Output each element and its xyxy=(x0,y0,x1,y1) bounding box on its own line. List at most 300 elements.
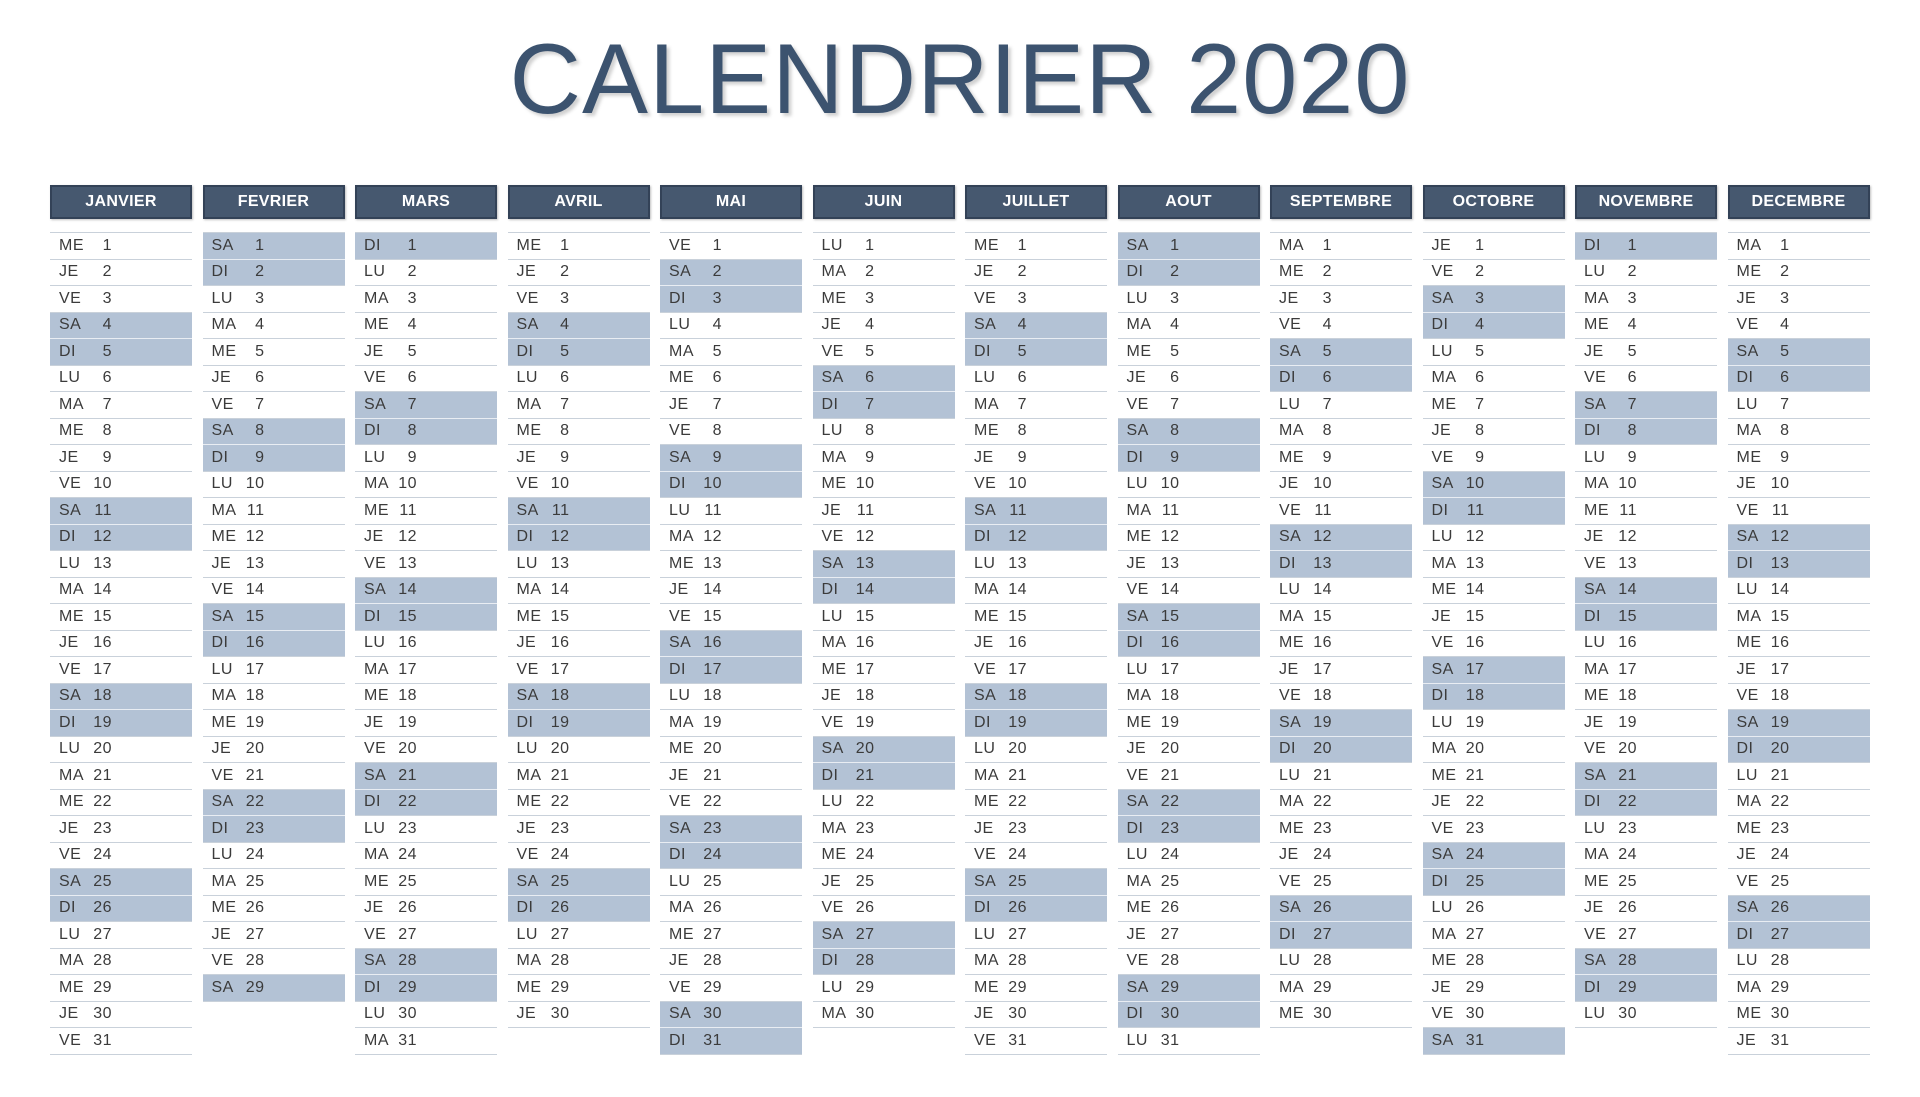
day-row xyxy=(965,921,1107,948)
day-number: 16 xyxy=(855,634,875,652)
day-abbrev-label: ME xyxy=(516,793,542,811)
day-row xyxy=(1270,921,1412,948)
day-row xyxy=(508,656,650,683)
day-number: 9 xyxy=(407,448,417,466)
day-number: 5 xyxy=(255,342,265,360)
day-number: 19 xyxy=(245,713,265,731)
day-abbrev-label: SA xyxy=(974,501,997,519)
day-abbrev-label: JE xyxy=(821,316,842,334)
day-abbrev-label: MA xyxy=(59,395,84,413)
day-row xyxy=(1423,232,1565,259)
day-number: 20 xyxy=(1160,740,1180,758)
day-abbrev-label: ME xyxy=(1736,448,1762,466)
day-number: 28 xyxy=(1770,952,1790,970)
day-abbrev-label: ME xyxy=(1584,501,1609,519)
day-row xyxy=(1728,471,1870,498)
day-abbrev-label: VE xyxy=(669,793,692,811)
day-abbrev-label: LU xyxy=(669,872,691,890)
day-number: 13 xyxy=(1313,554,1332,572)
day-row xyxy=(1728,603,1870,630)
day-number: 12 xyxy=(1465,528,1485,546)
day-abbrev-label: SA xyxy=(1584,581,1607,599)
day-row xyxy=(1118,842,1260,869)
day-number: 27 xyxy=(245,925,265,943)
day-number: 2 xyxy=(865,263,875,281)
day-row xyxy=(1270,1001,1412,1028)
day-row xyxy=(1575,391,1717,418)
day-number: 10 xyxy=(1618,475,1637,493)
day-number: 29 xyxy=(1618,978,1637,996)
day-number: 14 xyxy=(1160,581,1180,599)
day-number: 19 xyxy=(1465,713,1485,731)
day-number: 27 xyxy=(398,925,417,943)
day-row xyxy=(203,444,345,471)
day-number: 12 xyxy=(703,528,722,546)
day-abbrev-label: DI xyxy=(1584,978,1601,996)
day-number: 5 xyxy=(1627,342,1637,360)
day-number: 11 xyxy=(1009,501,1027,519)
day-row xyxy=(660,524,802,551)
day-row xyxy=(1270,974,1412,1001)
day-abbrev-label: MA xyxy=(1126,872,1152,890)
day-abbrev-label: VE xyxy=(59,475,82,493)
day-number: 21 xyxy=(245,766,265,784)
day-number: 10 xyxy=(855,475,875,493)
day-row xyxy=(355,550,497,577)
day-row xyxy=(1575,603,1717,630)
day-number: 25 xyxy=(1770,872,1790,890)
month-days xyxy=(355,232,497,1055)
day-number: 9 xyxy=(1322,448,1332,466)
day-number: 13 xyxy=(1008,554,1027,572)
day-number: 15 xyxy=(245,607,265,625)
day-abbrev-label: VE xyxy=(1584,369,1607,387)
month-days xyxy=(1118,232,1260,1055)
day-abbrev-label: MA xyxy=(1431,369,1457,387)
day-row xyxy=(1575,842,1717,869)
day-row xyxy=(508,603,650,630)
day-abbrev-label: ME xyxy=(59,236,84,254)
day-row xyxy=(203,232,345,259)
day-abbrev-label: MA xyxy=(1279,422,1304,440)
day-row xyxy=(660,842,802,869)
day-row xyxy=(1270,471,1412,498)
day-abbrev-label: ME xyxy=(59,607,84,625)
day-row xyxy=(1728,1027,1870,1054)
day-abbrev-label: ME xyxy=(1279,819,1304,837)
day-number: 25 xyxy=(1465,872,1485,890)
day-abbrev-label: VE xyxy=(1279,872,1302,890)
day-number: 13 xyxy=(398,554,417,572)
day-abbrev-label: VE xyxy=(1126,952,1149,970)
day-number: 5 xyxy=(560,342,570,360)
day-number: 2 xyxy=(255,263,265,281)
day-row xyxy=(965,789,1107,816)
day-number: 1 xyxy=(1170,236,1180,254)
day-number: 18 xyxy=(1008,687,1027,705)
day-row xyxy=(355,683,497,710)
month-days xyxy=(813,232,955,1028)
day-row xyxy=(1423,312,1565,339)
day-row xyxy=(1118,577,1260,604)
day-number: 8 xyxy=(407,422,417,440)
day-abbrev-label: VE xyxy=(974,1031,997,1049)
day-row xyxy=(355,842,497,869)
day-abbrev-label: ME xyxy=(211,342,237,360)
day-row xyxy=(50,789,192,816)
day-row xyxy=(508,895,650,922)
day-number: 18 xyxy=(703,687,722,705)
day-abbrev-label: SA xyxy=(1736,342,1759,360)
day-abbrev-label: JE xyxy=(669,581,689,599)
day-row xyxy=(508,471,650,498)
day-row xyxy=(1423,603,1565,630)
day-abbrev-label: MA xyxy=(211,872,237,890)
day-abbrev-label: LU xyxy=(821,978,843,996)
day-abbrev-label: VE xyxy=(821,899,844,917)
day-number: 30 xyxy=(1008,1005,1027,1023)
month-column-septembre xyxy=(1270,185,1412,1055)
day-abbrev-label: LU xyxy=(516,554,538,572)
day-number: 21 xyxy=(1770,766,1790,784)
day-abbrev-label: LU xyxy=(364,634,386,652)
day-number: 22 xyxy=(93,793,112,811)
day-number: 12 xyxy=(1770,528,1790,546)
day-number: 4 xyxy=(1170,316,1180,334)
day-row xyxy=(1423,444,1565,471)
day-number: 12 xyxy=(1160,528,1180,546)
day-abbrev-label: LU xyxy=(1736,395,1758,413)
day-abbrev-label: LU xyxy=(1279,766,1301,784)
day-number: 6 xyxy=(712,369,722,387)
day-row xyxy=(1728,709,1870,736)
day-row xyxy=(1728,656,1870,683)
day-abbrev-label: JE xyxy=(821,687,842,705)
day-number: 24 xyxy=(703,846,722,864)
year-calendar-grid xyxy=(50,185,1870,1055)
day-row xyxy=(1575,683,1717,710)
day-number: 9 xyxy=(712,448,722,466)
day-number: 20 xyxy=(1313,740,1332,758)
day-number: 25 xyxy=(398,872,417,890)
day-abbrev-label: MA xyxy=(1736,422,1762,440)
day-number: 6 xyxy=(1475,369,1485,387)
day-row xyxy=(50,762,192,789)
day-row xyxy=(1270,550,1412,577)
day-number: 30 xyxy=(1313,1005,1332,1023)
day-abbrev-label: LU xyxy=(1126,660,1148,678)
day-abbrev-label: ME xyxy=(211,713,237,731)
day-abbrev-label: VE xyxy=(364,740,387,758)
day-row xyxy=(355,471,497,498)
day-number: 12 xyxy=(550,528,570,546)
day-number: 4 xyxy=(1780,316,1790,334)
day-row xyxy=(660,471,802,498)
day-row xyxy=(355,603,497,630)
day-number: 9 xyxy=(1780,448,1790,466)
day-abbrev-label: LU xyxy=(1431,713,1453,731)
day-number: 29 xyxy=(1465,978,1485,996)
day-number: 21 xyxy=(398,766,417,784)
day-number: 2 xyxy=(1170,263,1180,281)
day-abbrev-label: MA xyxy=(1584,660,1609,678)
day-abbrev-label: JE xyxy=(516,263,537,281)
day-abbrev-label: DI xyxy=(1431,501,1449,519)
day-row xyxy=(355,259,497,286)
day-number: 14 xyxy=(855,581,875,599)
day-number: 15 xyxy=(855,607,875,625)
day-row xyxy=(1728,630,1870,657)
day-abbrev-label: SA xyxy=(669,1005,692,1023)
day-row xyxy=(50,709,192,736)
month-days xyxy=(50,232,192,1055)
day-abbrev-label: SA xyxy=(211,793,234,811)
day-abbrev-label: DI xyxy=(516,528,534,546)
day-abbrev-label: LU xyxy=(211,660,233,678)
day-row xyxy=(1575,232,1717,259)
day-abbrev-label: LU xyxy=(364,263,386,281)
day-number: 30 xyxy=(550,1005,570,1023)
day-row xyxy=(355,815,497,842)
day-number: 5 xyxy=(1780,342,1790,360)
day-number: 28 xyxy=(1160,952,1180,970)
day-row xyxy=(660,656,802,683)
day-row xyxy=(965,259,1107,286)
day-row xyxy=(50,948,192,975)
day-number: 7 xyxy=(1475,395,1485,413)
day-number: 23 xyxy=(1313,819,1332,837)
day-row xyxy=(203,365,345,392)
day-row xyxy=(1118,418,1260,445)
day-row xyxy=(965,948,1107,975)
day-number: 24 xyxy=(550,846,570,864)
day-abbrev-label: MA xyxy=(1279,793,1304,811)
day-number: 21 xyxy=(1618,766,1637,784)
day-row xyxy=(965,524,1107,551)
day-number: 13 xyxy=(93,554,112,572)
day-abbrev-label: LU xyxy=(1584,1005,1606,1023)
day-abbrev-label: DI xyxy=(974,528,991,546)
day-row xyxy=(1575,444,1717,471)
day-number: 23 xyxy=(855,819,875,837)
day-number: 31 xyxy=(1160,1031,1180,1049)
day-row xyxy=(1575,895,1717,922)
day-row xyxy=(1423,921,1565,948)
day-abbrev-label: LU xyxy=(1431,342,1453,360)
day-abbrev-label: LU xyxy=(974,740,996,758)
day-row xyxy=(1728,550,1870,577)
day-abbrev-label: VE xyxy=(59,660,82,678)
day-number: 10 xyxy=(1465,475,1485,493)
month-days xyxy=(1270,232,1412,1028)
day-number: 21 xyxy=(1160,766,1180,784)
day-row xyxy=(1270,232,1412,259)
day-number: 9 xyxy=(1627,448,1637,466)
day-number: 11 xyxy=(399,501,417,519)
day-number: 4 xyxy=(407,316,417,334)
day-abbrev-label: JE xyxy=(1126,740,1147,758)
day-number: 25 xyxy=(550,872,570,890)
day-row xyxy=(508,418,650,445)
day-row xyxy=(660,365,802,392)
day-row xyxy=(508,550,650,577)
day-number: 17 xyxy=(1618,660,1637,678)
day-row xyxy=(1270,762,1412,789)
day-abbrev-label: DI xyxy=(821,952,839,970)
day-row xyxy=(355,895,497,922)
day-number: 23 xyxy=(1770,819,1790,837)
day-row xyxy=(660,312,802,339)
day-abbrev-label: MA xyxy=(1279,236,1304,254)
day-abbrev-label: ME xyxy=(516,422,542,440)
day-row xyxy=(1728,497,1870,524)
day-row xyxy=(1270,948,1412,975)
day-number: 30 xyxy=(703,1005,722,1023)
day-abbrev-label: ME xyxy=(974,607,999,625)
day-number: 1 xyxy=(1322,236,1332,254)
day-row xyxy=(355,736,497,763)
day-number: 29 xyxy=(855,978,875,996)
day-number: 10 xyxy=(1770,475,1790,493)
day-row xyxy=(203,974,345,1001)
day-number: 20 xyxy=(1465,740,1485,758)
day-number: 16 xyxy=(1313,634,1332,652)
day-abbrev-label: ME xyxy=(59,422,84,440)
day-number: 30 xyxy=(855,1005,875,1023)
day-abbrev-label: LU xyxy=(1126,475,1148,493)
day-row xyxy=(508,365,650,392)
day-number: 7 xyxy=(712,395,722,413)
day-abbrev-label: JE xyxy=(821,501,842,519)
day-abbrev-label: MA xyxy=(516,952,542,970)
page-title: CALENDRIER 2020 xyxy=(509,23,1411,134)
day-abbrev-label: JE xyxy=(1431,236,1452,254)
day-abbrev-label: DI xyxy=(669,846,686,864)
day-number: 10 xyxy=(398,475,417,493)
day-number: 8 xyxy=(865,422,875,440)
day-abbrev-label: VE xyxy=(1431,819,1454,837)
day-number: 15 xyxy=(398,607,417,625)
day-row xyxy=(355,974,497,1001)
day-abbrev-label: MA xyxy=(1736,236,1762,254)
day-number: 2 xyxy=(1780,263,1790,281)
day-number: 8 xyxy=(1322,422,1332,440)
day-abbrev-label: SA xyxy=(821,369,844,387)
day-row xyxy=(813,736,955,763)
day-abbrev-label: MA xyxy=(59,581,84,599)
day-row xyxy=(813,948,955,975)
day-row xyxy=(660,789,802,816)
day-row xyxy=(1575,577,1717,604)
day-number: 28 xyxy=(1618,952,1637,970)
day-row xyxy=(965,868,1107,895)
day-row xyxy=(1423,550,1565,577)
day-number: 16 xyxy=(1160,634,1180,652)
day-number: 17 xyxy=(703,660,722,678)
day-abbrev-label: MA xyxy=(974,766,999,784)
day-row xyxy=(203,656,345,683)
day-number: 10 xyxy=(703,475,722,493)
day-number: 30 xyxy=(1770,1005,1790,1023)
day-row xyxy=(203,285,345,312)
day-row xyxy=(965,1001,1107,1028)
day-abbrev-label: SA xyxy=(1431,289,1454,307)
day-abbrev-label: DI xyxy=(669,289,686,307)
day-number: 31 xyxy=(1008,1031,1027,1049)
day-abbrev-label: JE xyxy=(59,819,79,837)
day-row xyxy=(1270,709,1412,736)
day-abbrev-label: VE xyxy=(211,395,234,413)
day-row xyxy=(1728,868,1870,895)
day-number: 11 xyxy=(1466,501,1485,519)
day-abbrev-label: DI xyxy=(821,581,839,599)
day-row xyxy=(203,497,345,524)
day-abbrev-label: JE xyxy=(211,554,232,572)
day-number: 4 xyxy=(1627,316,1637,334)
day-abbrev-label: DI xyxy=(59,713,76,731)
day-row xyxy=(1118,709,1260,736)
day-number: 23 xyxy=(93,819,112,837)
day-number: 8 xyxy=(1780,422,1790,440)
month-header: MARS xyxy=(355,185,497,219)
day-abbrev-label: SA xyxy=(1431,846,1454,864)
day-row xyxy=(50,1027,192,1054)
day-number: 28 xyxy=(398,952,417,970)
day-abbrev-label: LU xyxy=(364,448,386,466)
day-number: 26 xyxy=(550,899,570,917)
day-number: 7 xyxy=(1322,395,1332,413)
day-row xyxy=(965,842,1107,869)
day-number: 20 xyxy=(93,740,112,758)
day-number: 17 xyxy=(245,660,265,678)
day-number: 25 xyxy=(855,872,875,890)
day-abbrev-label: SA xyxy=(211,607,234,625)
day-number: 2 xyxy=(712,263,722,281)
day-number: 6 xyxy=(1322,369,1332,387)
day-abbrev-label: JE xyxy=(1584,528,1604,546)
day-number: 18 xyxy=(1770,687,1790,705)
day-number: 13 xyxy=(550,554,570,572)
day-number: 24 xyxy=(1465,846,1485,864)
month-days xyxy=(965,232,1107,1055)
day-row xyxy=(1270,603,1412,630)
day-number: 31 xyxy=(1465,1031,1485,1049)
day-row xyxy=(1728,842,1870,869)
day-row xyxy=(50,577,192,604)
day-abbrev-label: MA xyxy=(1584,475,1609,493)
day-row xyxy=(1423,815,1565,842)
day-abbrev-label: SA xyxy=(1431,475,1454,493)
day-row xyxy=(1728,789,1870,816)
day-abbrev-label: JE xyxy=(59,634,79,652)
day-row xyxy=(508,948,650,975)
day-number: 17 xyxy=(398,660,417,678)
day-abbrev-label: VE xyxy=(516,846,539,864)
day-row xyxy=(50,895,192,922)
day-row xyxy=(660,497,802,524)
day-row xyxy=(660,418,802,445)
day-number: 25 xyxy=(1313,872,1332,890)
day-number: 18 xyxy=(93,687,112,705)
day-row xyxy=(1118,789,1260,816)
day-number: 6 xyxy=(1017,369,1027,387)
day-number: 4 xyxy=(1017,316,1027,334)
day-row xyxy=(1575,259,1717,286)
day-abbrev-label: ME xyxy=(1584,687,1609,705)
day-abbrev-label: DI xyxy=(821,395,839,413)
day-abbrev-label: SA xyxy=(1736,713,1759,731)
day-number: 27 xyxy=(1008,925,1027,943)
